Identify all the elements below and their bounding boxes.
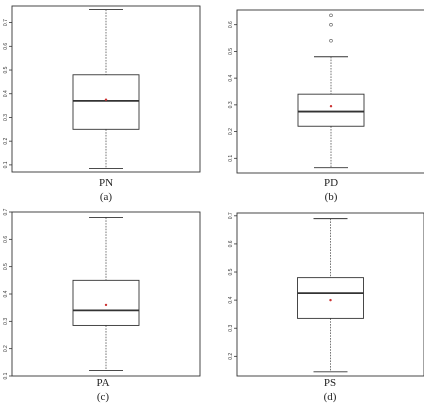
caption-a: (a) <box>99 191 113 203</box>
y-tick-label: 0.7 <box>228 212 234 220</box>
y-tick-label: 0.5 <box>228 268 234 276</box>
y-tick-label: 0.6 <box>228 240 234 248</box>
y-tick-label: 0.3 <box>228 101 234 109</box>
y-tick-label: 0.2 <box>228 128 234 136</box>
y-tick-label: 0.3 <box>3 317 9 325</box>
y-tick-label: 0.4 <box>3 290 9 298</box>
y-tick-label: 0.4 <box>228 296 234 304</box>
x-axis-label-b: PD <box>323 177 339 189</box>
boxplot-a-svg <box>0 0 212 203</box>
outlier-point <box>330 23 333 26</box>
caption-b: (b) <box>324 191 338 203</box>
y-tick-label: 0.1 <box>3 161 9 169</box>
caption-d: (d) <box>323 391 337 403</box>
y-tick-label: 0.3 <box>228 324 234 332</box>
iqr-box <box>298 94 364 126</box>
y-tick-label: 0.7 <box>3 19 9 27</box>
y-tick-label: 0.2 <box>3 345 9 353</box>
boxplot-b-svg <box>212 0 424 203</box>
y-tick-label: 0.7 <box>3 208 9 216</box>
y-tick-label: 0.3 <box>3 113 9 121</box>
mean-marker <box>105 98 107 100</box>
x-axis-label-d: PS <box>323 377 337 389</box>
boxplot-panel-b <box>212 0 424 203</box>
boxplot-panel-a <box>0 0 212 203</box>
iqr-box <box>73 75 139 130</box>
boxplot-c-svg <box>0 203 212 406</box>
boxplot-panel-d <box>212 203 424 406</box>
y-tick-label: 0.1 <box>228 154 234 162</box>
mean-marker <box>329 299 331 301</box>
x-axis-label-a: PN <box>98 177 114 189</box>
y-tick-label: 0.5 <box>228 47 234 55</box>
iqr-box <box>73 280 139 325</box>
y-tick-label: 0.5 <box>3 66 9 74</box>
boxplot-d-svg <box>212 203 424 406</box>
y-tick-label: 0.2 <box>228 352 234 360</box>
outlier-point <box>330 14 333 17</box>
outlier-point <box>330 39 333 42</box>
caption-c: (c) <box>96 391 110 403</box>
iqr-box <box>298 278 364 319</box>
mean-marker <box>105 304 107 306</box>
y-tick-label: 0.6 <box>228 21 234 29</box>
y-tick-label: 0.4 <box>228 74 234 82</box>
boxplot-panel-c <box>0 203 212 406</box>
y-tick-label: 0.6 <box>3 42 9 50</box>
x-axis-label-c: PA <box>96 377 110 389</box>
y-tick-label: 0.1 <box>3 372 9 380</box>
y-tick-label: 0.2 <box>3 137 9 145</box>
y-tick-label: 0.5 <box>3 263 10 271</box>
y-tick-label: 0.4 <box>3 90 9 98</box>
plot-frame <box>237 10 424 173</box>
mean-marker <box>330 105 332 107</box>
y-tick-label: 0.6 <box>3 235 9 243</box>
